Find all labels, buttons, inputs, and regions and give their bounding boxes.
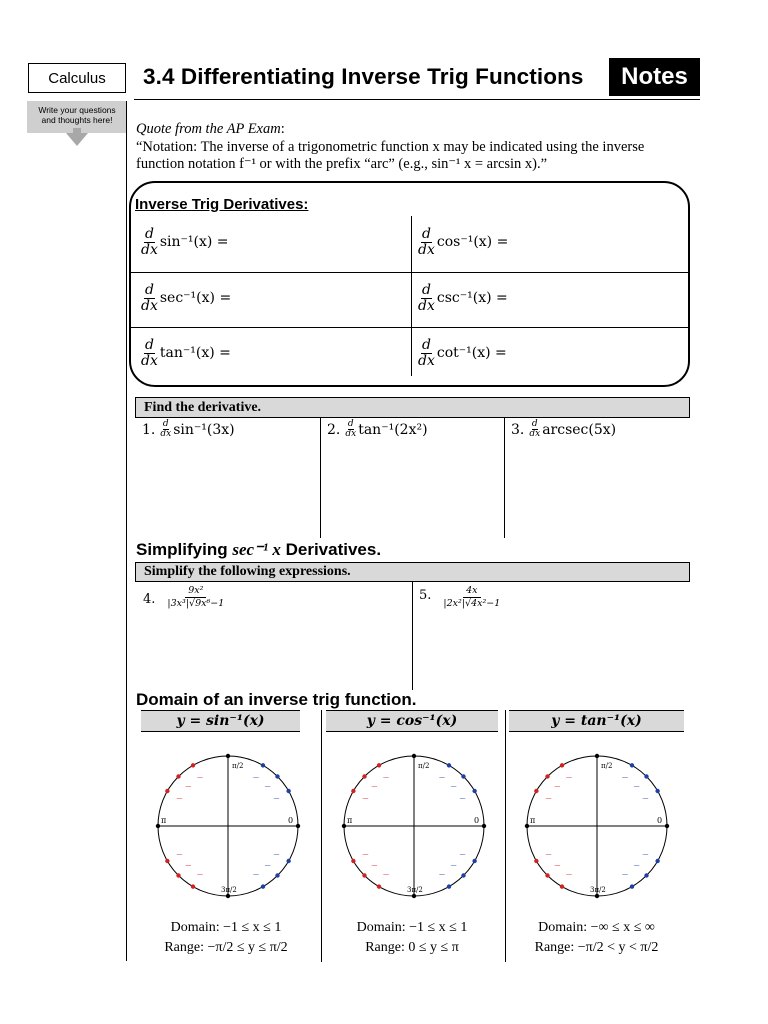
- d-num: d: [144, 225, 154, 242]
- angle-point: [534, 789, 538, 793]
- angle-point: [226, 754, 230, 758]
- function-label-arccos: y = cos⁻¹(x): [326, 710, 498, 732]
- notes-badge: Notes: [609, 58, 700, 96]
- dx-den: dx: [529, 429, 541, 439]
- angle-label: —: [622, 871, 628, 879]
- angle-label: —: [439, 774, 445, 782]
- dx-den: dx: [141, 352, 158, 369]
- angle-label: —: [633, 783, 640, 791]
- fraction-denominator: |2x²|√4x²−1: [443, 598, 501, 609]
- angle-point: [191, 763, 195, 767]
- angle-label: —: [371, 783, 378, 791]
- label-right: 0: [288, 816, 294, 825]
- simplify-divider: [412, 582, 413, 690]
- angle-label: —: [439, 871, 445, 879]
- angle-label: —: [176, 851, 183, 858]
- range-text: 0 ≤ y ≤ π: [408, 940, 459, 955]
- angle-point: [482, 824, 486, 828]
- domain-range-arctan: [509, 918, 684, 958]
- range-text: −π/2 ≤ y ≤ π/2: [207, 940, 288, 955]
- angle-label: —: [633, 862, 640, 870]
- problem-4: [143, 585, 224, 610]
- angle-label: —: [383, 871, 389, 879]
- problem-3: [511, 420, 616, 439]
- angle-label: —: [459, 795, 466, 802]
- heading-pre: Simplifying: [136, 540, 233, 559]
- angle-label: —: [176, 795, 183, 802]
- angle-label: —: [273, 851, 280, 858]
- deriv-cell-text: sec⁻¹(x) =: [159, 290, 232, 306]
- angle-label: —: [253, 871, 259, 879]
- fraction-numerator: 9x²: [185, 585, 206, 598]
- d-dx-small: [160, 420, 171, 439]
- angle-point: [351, 789, 355, 793]
- angle-point: [191, 884, 195, 888]
- angle-point: [595, 754, 599, 758]
- label-top: π/2: [232, 762, 244, 770]
- angle-point: [176, 774, 180, 778]
- angle-label: —: [622, 774, 628, 782]
- angle-label: —: [566, 774, 572, 782]
- problem-expr: sin⁻¹(3x): [173, 421, 235, 438]
- dx-den: dx: [160, 429, 172, 439]
- angle-label: —: [362, 851, 369, 858]
- angle-label: —: [545, 795, 552, 802]
- angle-point: [545, 873, 549, 877]
- simplify-heading: [136, 540, 381, 560]
- page-title: 3.4 Differentiating Inverse Trig Functions: [143, 64, 584, 89]
- domain-text: Domain: −∞ ≤ x ≤ ∞: [538, 920, 655, 935]
- margin-rule: [126, 101, 127, 961]
- angle-point: [176, 873, 180, 877]
- range-line: [326, 938, 498, 958]
- range-label: Range:: [534, 940, 578, 955]
- d-dx-fraction: [141, 283, 158, 314]
- angle-point: [261, 763, 265, 767]
- problem-5: [419, 585, 500, 610]
- d-num: d: [162, 419, 169, 429]
- angle-point: [534, 859, 538, 863]
- angle-point: [595, 894, 599, 898]
- angle-point: [275, 873, 279, 877]
- angle-point: [362, 873, 366, 877]
- angle-point: [545, 774, 549, 778]
- d-dx-fraction: [418, 283, 435, 314]
- angle-label: —: [371, 862, 378, 870]
- deriv-cell-cos: [418, 222, 508, 262]
- angle-point: [630, 884, 634, 888]
- deriv-cell-text: csc⁻¹(x) =: [436, 290, 508, 306]
- angle-point: [377, 884, 381, 888]
- label-bottom: 3π/2: [221, 886, 237, 894]
- angle-point: [525, 824, 529, 828]
- angle-label: —: [253, 774, 259, 782]
- dx-den: dx: [418, 352, 435, 369]
- deriv-cell-tan: [141, 333, 231, 373]
- find-derivative-header: Find the derivative.: [135, 397, 690, 418]
- angle-point: [156, 824, 160, 828]
- label-left: π: [161, 816, 167, 825]
- problem-4-fraction: [167, 585, 224, 610]
- d-num: d: [144, 281, 154, 298]
- angle-point: [226, 894, 230, 898]
- angle-point: [165, 789, 169, 793]
- angle-point: [472, 789, 476, 793]
- d-num: d: [144, 336, 154, 353]
- dx-den: dx: [345, 429, 357, 439]
- quote-intro: Quote from the AP Exam: [136, 121, 281, 137]
- quote-line1: “Notation: The inverse of a trigonometric function x may be indicated using the inverse: [136, 138, 645, 155]
- domain-heading: Domain of an inverse trig function.: [136, 690, 417, 709]
- find-divider-2: [504, 418, 505, 538]
- derivatives-title: Inverse Trig Derivatives:: [135, 196, 309, 213]
- angle-point: [630, 763, 634, 767]
- range-text: −π/2 < y < π/2: [577, 940, 659, 955]
- problem-2: [327, 420, 428, 439]
- angle-label: —: [642, 851, 649, 858]
- angle-label: —: [554, 783, 561, 791]
- problem-number: 5.: [419, 588, 432, 603]
- problem-5-fraction: [443, 585, 500, 610]
- d-num: d: [421, 281, 431, 298]
- range-line: [141, 938, 311, 958]
- d-num: d: [421, 225, 431, 242]
- label-top: π/2: [418, 762, 430, 770]
- angle-label: —: [185, 862, 192, 870]
- range-label: Range:: [365, 940, 409, 955]
- d-num: d: [347, 419, 354, 429]
- quote-line2: function notation f⁻¹ or with the prefix “arc” (e.g., sin⁻¹ x = arcsin x).”: [136, 156, 548, 172]
- angle-point: [560, 763, 564, 767]
- d-dx-small: [345, 420, 356, 439]
- title-underline: [134, 99, 700, 100]
- fraction-numerator: 4x: [463, 585, 480, 598]
- d-dx-fraction: [418, 227, 435, 258]
- angle-label: —: [566, 871, 572, 879]
- angle-point: [351, 859, 355, 863]
- dx-den: dx: [418, 241, 435, 258]
- deriv-cell-text: cot⁻¹(x) =: [436, 345, 507, 361]
- angle-point: [261, 884, 265, 888]
- angle-label: —: [185, 783, 192, 791]
- label-bottom: 3π/2: [590, 886, 606, 894]
- angle-point: [472, 859, 476, 863]
- deriv-cell-text: cos⁻¹(x) =: [436, 234, 509, 250]
- deriv-cell-text: sin⁻¹(x) =: [159, 234, 229, 250]
- unit-circle-arccos: [338, 750, 490, 902]
- problem-number: 3.: [511, 421, 525, 438]
- dx-den: dx: [418, 297, 435, 314]
- angle-label: —: [264, 862, 271, 870]
- angle-label: —: [197, 774, 203, 782]
- domain-range-arccos: [326, 918, 498, 958]
- angle-label: —: [383, 774, 389, 782]
- quote-intro-line: [136, 121, 696, 139]
- heading-math: sec⁻¹ x: [232, 540, 281, 559]
- label-left: π: [347, 816, 353, 825]
- angle-point: [165, 859, 169, 863]
- label-top: π/2: [601, 762, 613, 770]
- angle-label: —: [197, 871, 203, 879]
- deriv-cell-csc: [418, 278, 508, 318]
- problem-number: 2.: [327, 421, 341, 438]
- angle-point: [412, 894, 416, 898]
- d-dx-fraction: [418, 338, 435, 369]
- angle-point: [560, 884, 564, 888]
- angle-point: [412, 754, 416, 758]
- angle-label: —: [545, 851, 552, 858]
- problem-number: 1.: [142, 421, 156, 438]
- deriv-table-divider: [411, 216, 412, 376]
- deriv-cell-sin: [141, 222, 229, 262]
- domain-divider-1: [321, 710, 322, 962]
- dx-den: dx: [141, 241, 158, 258]
- angle-point: [296, 824, 300, 828]
- angle-label: —: [450, 862, 457, 870]
- quote-colon: :: [280, 121, 285, 137]
- d-dx-fraction: [141, 227, 158, 258]
- range-line: [509, 938, 684, 958]
- function-label-arctan: y = tan⁻¹(x): [509, 710, 684, 732]
- angle-point: [377, 763, 381, 767]
- function-label-arcsin: y = sin⁻¹(x): [141, 710, 300, 732]
- angle-point: [655, 859, 659, 863]
- problem-1: [142, 420, 235, 439]
- angle-label: —: [450, 783, 457, 791]
- deriv-row-line-2: [131, 327, 688, 328]
- angle-point: [286, 859, 290, 863]
- deriv-cell-sec: [141, 278, 231, 318]
- unit-circle-arctan: [521, 750, 673, 902]
- d-dx-small: [529, 420, 540, 439]
- side-note-line2: and thoughts here!: [41, 115, 113, 125]
- angle-point: [644, 873, 648, 877]
- problem-number: 4.: [143, 592, 156, 607]
- d-num: d: [421, 336, 431, 353]
- label-left: π: [530, 816, 536, 825]
- heading-post: Derivatives.: [280, 540, 382, 559]
- course-label: Calculus: [28, 63, 126, 93]
- range-label: Range:: [164, 940, 208, 955]
- domain-text: Domain: −1 ≤ x ≤ 1: [356, 920, 468, 935]
- domain-text: Domain: −1 ≤ x ≤ 1: [170, 920, 282, 935]
- dx-den: dx: [141, 297, 158, 314]
- problem-expr: tan⁻¹(2x²): [358, 421, 428, 438]
- domain-range-arcsin: [141, 918, 311, 958]
- problem-expr: arcsec(5x): [542, 421, 617, 438]
- label-bottom: 3π/2: [407, 886, 423, 894]
- angle-point: [275, 774, 279, 778]
- angle-label: —: [459, 851, 466, 858]
- d-dx-fraction: [141, 338, 158, 369]
- angle-label: —: [642, 795, 649, 802]
- domain-divider-2: [505, 710, 506, 962]
- side-note-line1: Write your questions: [38, 105, 116, 115]
- unit-circle-arcsin: [152, 750, 304, 902]
- angle-label: —: [362, 795, 369, 802]
- angle-label: —: [264, 783, 271, 791]
- angle-point: [286, 789, 290, 793]
- angle-point: [447, 763, 451, 767]
- angle-point: [655, 789, 659, 793]
- angle-point: [665, 824, 669, 828]
- deriv-cell-text: tan⁻¹(x) =: [159, 345, 231, 361]
- angle-point: [342, 824, 346, 828]
- ap-quote: [136, 121, 696, 174]
- label-right: 0: [474, 816, 480, 825]
- angle-label: —: [554, 862, 561, 870]
- simplify-header: Simplify the following expressions.: [135, 562, 690, 582]
- deriv-cell-cot: [418, 333, 507, 373]
- angle-point: [461, 873, 465, 877]
- label-right: 0: [657, 816, 663, 825]
- angle-point: [644, 774, 648, 778]
- down-arrow-icon: [66, 133, 88, 146]
- find-divider-1: [320, 418, 321, 538]
- angle-label: —: [273, 795, 280, 802]
- angle-point: [461, 774, 465, 778]
- deriv-row-line-1: [131, 272, 688, 273]
- d-num: d: [531, 419, 538, 429]
- angle-point: [362, 774, 366, 778]
- angle-point: [447, 884, 451, 888]
- fraction-denominator: |3x³|√9x⁶−1: [167, 598, 225, 609]
